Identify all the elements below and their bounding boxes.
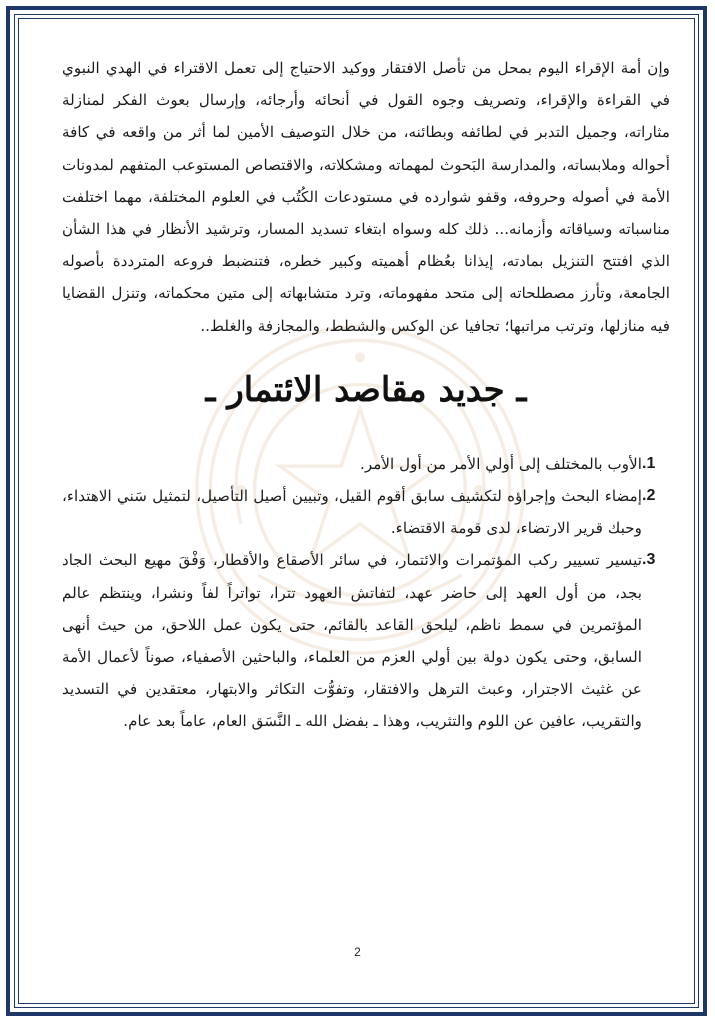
section-heading: ـ جديد مقاصد الائتمار ـ — [205, 369, 527, 410]
list-item-number: .3 — [642, 551, 656, 569]
objectives-list — [62, 448, 670, 738]
list-item-number: .1 — [642, 454, 656, 472]
list-item-number: .2 — [642, 487, 656, 505]
list-item — [62, 448, 670, 480]
list-item — [62, 544, 670, 737]
list-item — [62, 480, 670, 544]
list-item-text: إمضاء البحث وإجراؤه لتكشيف سابق أقوم القيل، وتبيين أصيل التأصيل، لتمثيل سَني الاهتداء، وحبك قرير الارتضاء، لدى قومة الاقتضاء. — [62, 487, 642, 538]
list-item-text: تيسير تسيير ركب المؤتمرات والائتمار، في سائر الأصقاع والأقطار، وَفْقَ مهيع البحث الجاد بجد، من أول العهد إلى حاضر عهد، لتفاتش العهود تترا، تواتراً لفاً ونشرا، وينتظم عالم المؤتمرين في سمط ناظم، ليلحق القاعد بالقائم، حتى يكون عمل اللاحق، من حيث أنهى السابق، وحتى يكون دولة بين أولي العزم من العلماء، والباحثين الأصفياء، صوناً لأعمال الأمة عن غثيث الاجترار، وعبث الترهل والافتقار، وتفوُّت التكاثر والابتهار، معتقدين في التسديد والتقريب، عافين عن اللوم والتثريب، وهذا ـ بفضل الله ـ النَّسَق العام، عاماً بعد عام. — [62, 551, 642, 731]
list-item-text: الأوب بالمختلف إلى أولي الأمر من أول الأمر. — [360, 454, 642, 473]
intro-paragraph: وإن أمة الإقراء اليوم بمحل من تأصل الافتقار ووكيد الاحتياج إلى تعمل الاقتراء في الهدي النبوي في القراءة والإقراء، وتصريف وجوه القول في أنحائه وأرجائه، وإرسال بعوث الفكر لمنازلة مثاراته، وجميل التدبر في لطائفه وبطائنه، من خلال التوصيف الأمين لما أثر من واقعه في كافة أحواله وملابساته، والمدارسة البَحوث لمهماته ومشكلاته، والاقتصاص المستوعب المتفهم لمدونات الأمة في أصوله وحروفه، وقفو شوارده في مستودعات الكُتُب في العلوم المختلفة، مهما اختلفت مناسباته وسياقاته وأزمانه... ذلك كله وسواه ابتغاء تسديد المسار، وترشيد الأنظار في هذا الشأن الذي افتتح التنزيل بمادته، إيذانا بعُظام أهميته وكبير خطره، فتنضبط فروعه المترددة بأصوله الجامعة، وتأرز مصطلحاته إلى متحد مفهوماته، وترد متشابهاته إلى متين محكماته، وتنزل القضايا فيه منازلها، وترتب مراتبها؛ تجافيا عن الوكس والشطط، والمجازفة والغلط.. — [62, 59, 670, 335]
page-content — [62, 52, 670, 738]
page-number: 2 — [354, 945, 361, 959]
